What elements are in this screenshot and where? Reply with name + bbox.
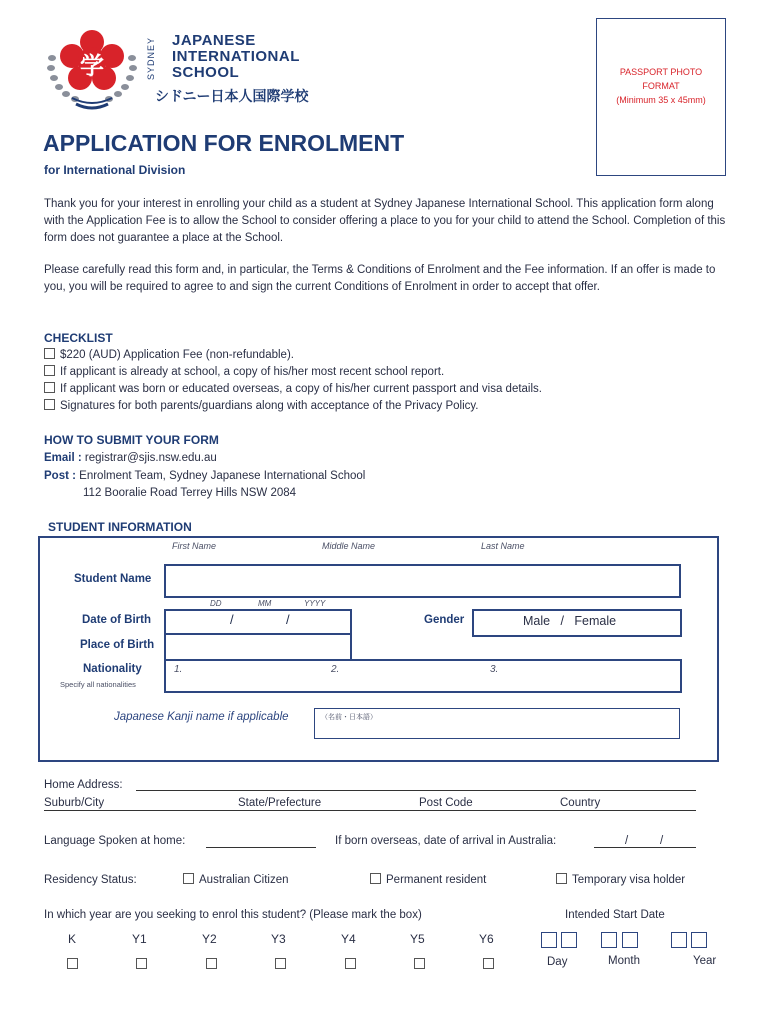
- kanji-hint: （名前・日本語）: [321, 714, 377, 721]
- email-label: Email :: [44, 452, 82, 464]
- pob-field[interactable]: [164, 633, 352, 661]
- residency-label: Residency Status:: [44, 874, 137, 886]
- logo-sydney: SYDNEY: [146, 36, 156, 80]
- post-line2: 112 Booralie Road Terrey Hills NSW 2084: [83, 487, 297, 499]
- nationality-field[interactable]: [164, 659, 682, 693]
- checklist: [44, 347, 734, 415]
- dob-sep2: /: [286, 612, 290, 627]
- checklist-heading: CHECKLIST: [44, 331, 113, 345]
- logo-badge-char: 学: [80, 53, 104, 80]
- post-line1: Enrolment Team, Sydney Japanese International School: [79, 470, 366, 482]
- checklist-item: If applicant was born or educated overseas, a copy of his/her current passport and visa details.: [44, 381, 734, 398]
- checkbox-icon[interactable]: [44, 399, 55, 410]
- logo-jp-name: シドニー日本人国際学校: [155, 88, 309, 104]
- start-month-box-1[interactable]: [601, 932, 617, 948]
- school-logo: [42, 28, 332, 112]
- arrival-line[interactable]: [594, 847, 696, 848]
- yyyy-caption: YYYY: [304, 599, 326, 608]
- checklist-item: If applicant is already at school, a copy of his/her most recent school report.: [44, 364, 734, 381]
- intro-paragraph-1: Thank you for your interest in enrolling your child as a student at Sydney Japanese International School. This application form along with the Application Fee is to allow the School to consider offering a place to you for your child to attend the School. Completion of this form does not guarantee a place at the School.: [44, 198, 726, 244]
- residency-option-temporary[interactable]: Temporary visa holder: [556, 872, 685, 889]
- suburb-label: Suburb/City: [44, 797, 105, 809]
- start-month-box-2[interactable]: [622, 932, 638, 948]
- logo-line1: JAPANESE: [172, 32, 256, 49]
- year-checkbox-y1[interactable]: [136, 958, 147, 969]
- year-checkbox-k[interactable]: [67, 958, 78, 969]
- year-checkbox-y5[interactable]: [414, 958, 425, 969]
- arrival-sep2: /: [660, 835, 664, 847]
- start-year-box-1[interactable]: [671, 932, 687, 948]
- nat-1: 1.: [174, 664, 183, 675]
- post-label: Post :: [44, 470, 76, 482]
- photo-line2: FORMAT: [642, 81, 680, 91]
- first-name-caption: First Name: [172, 541, 217, 551]
- year-question: In which year are you seeking to enrol this student? (Please mark the box): [44, 909, 422, 921]
- photo-line1: PASSPORT PHOTO: [619, 67, 703, 77]
- nat-2: 2.: [331, 664, 340, 675]
- residency-option-citizen[interactable]: Australian Citizen: [183, 872, 288, 889]
- start-day-label: Day: [547, 956, 568, 968]
- checkbox-icon[interactable]: [44, 365, 55, 376]
- state-label: State/Prefecture: [238, 797, 322, 809]
- arrival-label: If born overseas, date of arrival in Australia:: [335, 835, 557, 847]
- middle-name-caption: Middle Name: [322, 541, 376, 551]
- checklist-item: $220 (AUD) Application Fee (non-refundable).: [44, 347, 734, 364]
- email-value: registrar@sjis.nsw.edu.au: [84, 452, 217, 464]
- intro-paragraph-2: Please carefully read this form and, in particular, the Terms & Conditions of Enrolment and the Fee information. If an offer is made to you, you will be required to agree to and sign the current Conditions of Enrolment in order to accept that offer.: [44, 264, 716, 293]
- checkbox-icon[interactable]: [44, 382, 55, 393]
- page-title: APPLICATION FOR ENROLMENT: [43, 130, 405, 156]
- logo-line3: SCHOOL: [172, 64, 240, 81]
- student-info-heading: STUDENT INFORMATION: [48, 520, 192, 534]
- year-label-y3: Y3: [271, 932, 286, 946]
- start-day-box-2[interactable]: [561, 932, 577, 948]
- year-label-y1: Y1: [132, 932, 147, 946]
- year-label-k: K: [68, 932, 77, 946]
- year-label-y6: Y6: [479, 932, 494, 946]
- photo-line3: (Minimum 35 x 45mm): [616, 95, 706, 105]
- dob-label: Date of Birth: [82, 614, 151, 626]
- logo-line2: INTERNATIONAL: [172, 48, 300, 65]
- start-year-box-2[interactable]: [691, 932, 707, 948]
- gender-value: Male / Female: [523, 614, 617, 628]
- kanji-label: Japanese Kanji name if applicable: [114, 711, 289, 723]
- gender-label: Gender: [424, 614, 465, 626]
- nationality-label: Nationality: [83, 663, 142, 675]
- nationality-hint: Specify all nationalities: [60, 680, 136, 689]
- student-name-field[interactable]: [164, 564, 681, 598]
- checklist-item: Signatures for both parents/guardians along with acceptance of the Privacy Policy.: [44, 398, 734, 415]
- student-name-label: Student Name: [74, 573, 152, 585]
- year-checkbox-y3[interactable]: [275, 958, 286, 969]
- start-year-label: Year: [693, 955, 717, 967]
- dd-caption: DD: [210, 599, 222, 608]
- last-name-caption: Last Name: [481, 541, 525, 551]
- start-date-label: Intended Start Date: [565, 909, 665, 921]
- submit-email: [44, 450, 217, 467]
- start-day-box-1[interactable]: [541, 932, 557, 948]
- country-label: Country: [560, 797, 601, 809]
- checkbox-icon[interactable]: [556, 873, 567, 884]
- home-address-label: Home Address:: [44, 779, 123, 791]
- year-checkbox-y2[interactable]: [206, 958, 217, 969]
- language-line[interactable]: [206, 847, 316, 848]
- suburb-line[interactable]: [44, 810, 696, 811]
- nat-3: 3.: [490, 664, 499, 675]
- checkbox-icon[interactable]: [44, 348, 55, 359]
- postcode-label: Post Code: [419, 797, 473, 809]
- checkbox-icon[interactable]: [370, 873, 381, 884]
- page-subtitle: for International Division: [44, 163, 186, 177]
- year-checkbox-y6[interactable]: [483, 958, 494, 969]
- checkbox-icon[interactable]: [183, 873, 194, 884]
- year-label-y5: Y5: [410, 932, 425, 946]
- start-month-label: Month: [608, 955, 640, 967]
- pob-label: Place of Birth: [80, 639, 155, 651]
- year-label-y4: Y4: [341, 932, 356, 946]
- residency-option-permanent[interactable]: Permanent resident: [370, 872, 486, 889]
- year-checkbox-y4[interactable]: [345, 958, 356, 969]
- dob-sep1: /: [230, 612, 234, 627]
- arrival-sep1: /: [625, 835, 629, 847]
- mm-caption: MM: [258, 599, 272, 608]
- submit-heading: HOW TO SUBMIT YOUR FORM: [44, 433, 219, 447]
- passport-photo-box: [596, 18, 726, 176]
- year-label-y2: Y2: [202, 932, 217, 946]
- language-label: Language Spoken at home:: [44, 835, 186, 847]
- home-address-line[interactable]: [136, 790, 696, 791]
- submit-post: [44, 468, 365, 485]
